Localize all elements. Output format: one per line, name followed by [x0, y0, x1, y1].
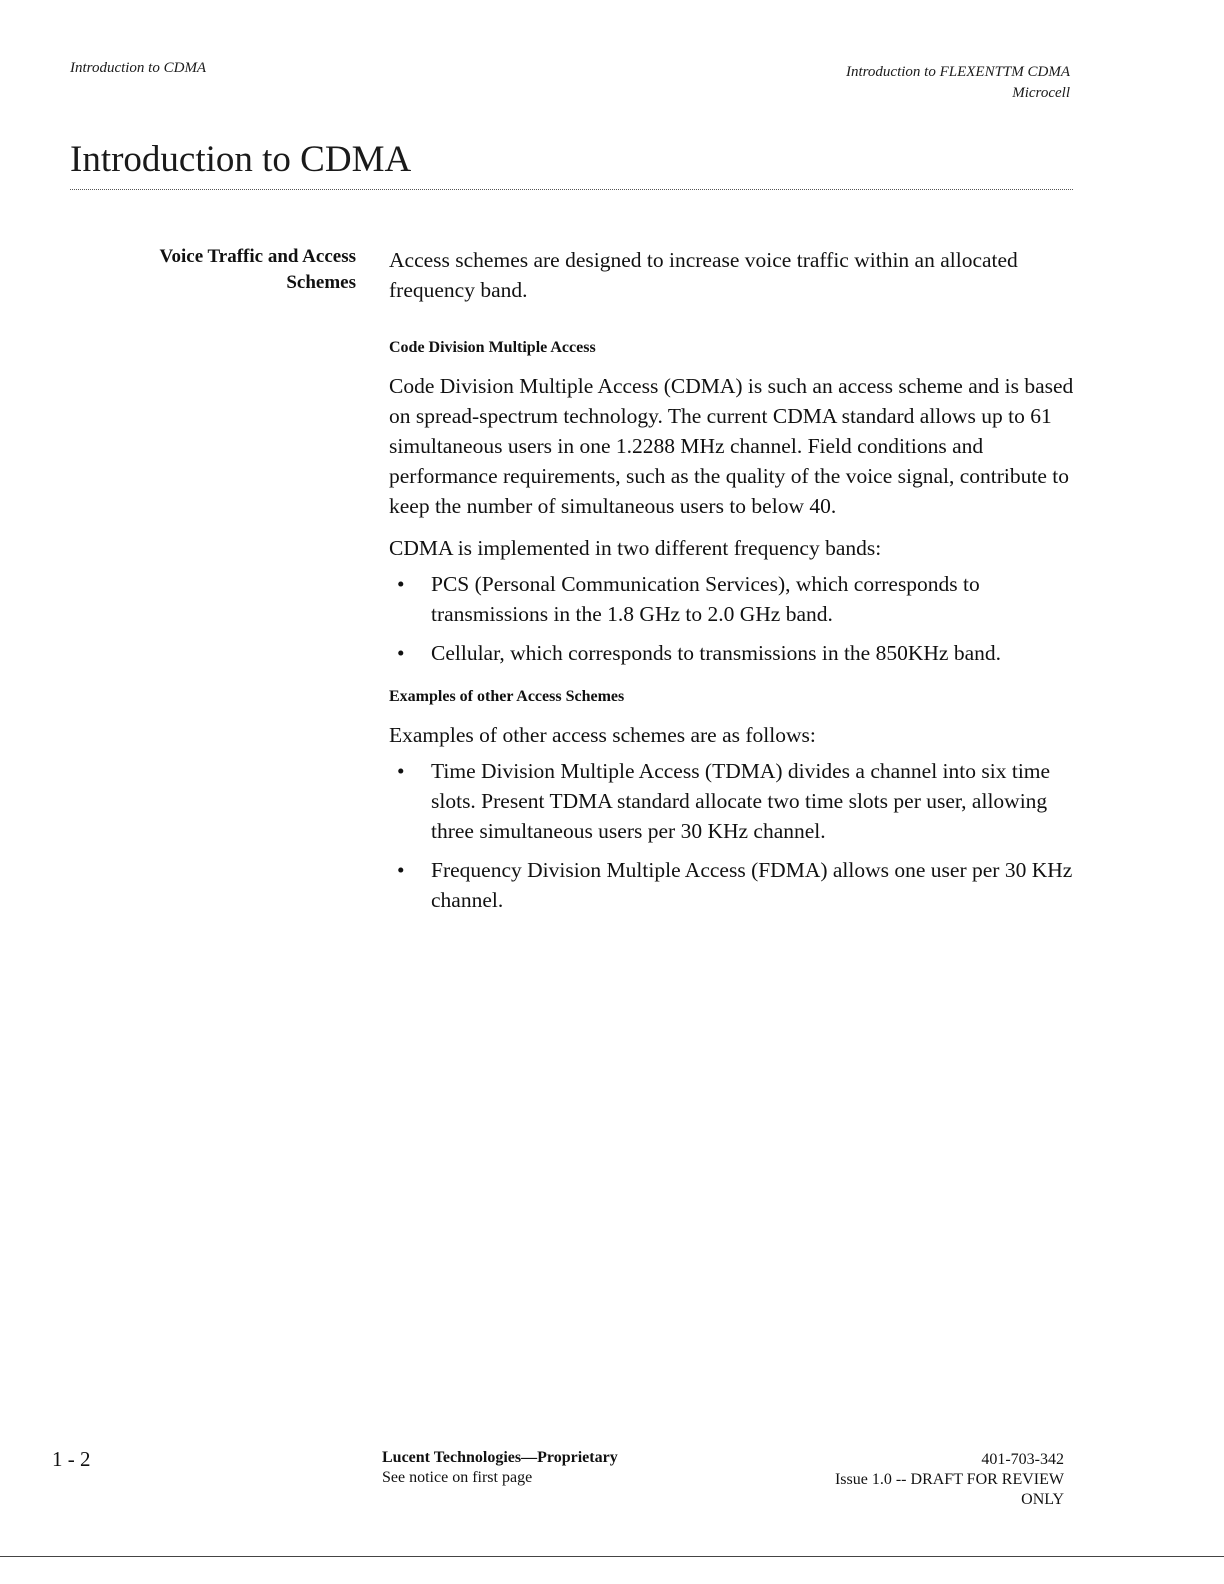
- list-item: [389, 756, 1089, 846]
- title-divider: [70, 189, 1073, 190]
- side-heading-line2: Schemes: [286, 272, 356, 293]
- bullet-icon: •: [397, 858, 405, 882]
- list-item-text: Frequency Division Multiple Access (FDMA) allows one user per 30 KHz channel.: [431, 858, 1073, 912]
- cdma-paragraph: Code Division Multiple Access (CDMA) is such an access scheme and is based on spread-spectrum technology. The current CDMA standard allows up to 61 simultaneous users in one 1.2288 MHz channel. Field conditions and performance requirements, such as the quality of the voice signal, contribute to keep the number of simultaneous users to below 40.: [389, 374, 1074, 518]
- band-list: [389, 569, 1089, 668]
- page-number: 1 - 2: [52, 1447, 91, 1471]
- examples-lead: Examples of other access schemes are as follows:: [389, 723, 816, 747]
- footer-document-info: [644, 1450, 1064, 1510]
- side-heading-line1: Voice Traffic and Access: [159, 246, 356, 267]
- body-column: [389, 245, 1089, 924]
- bands-lead: CDMA is implemented in two different frequency bands:: [389, 536, 882, 560]
- footer-see-notice: See notice on first page: [382, 1469, 533, 1486]
- list-item: [389, 855, 1089, 915]
- footer-proprietary: Lucent Technologies—Proprietary: [382, 1449, 618, 1466]
- section-heading-cdma: Code Division Multiple Access: [389, 339, 596, 356]
- bullet-icon: •: [397, 572, 405, 596]
- bullet-icon: •: [397, 641, 405, 665]
- footer-doc-number: 401-703-342: [981, 1451, 1064, 1468]
- list-item: [389, 638, 1089, 668]
- page-title: Introduction to CDMA: [70, 139, 412, 180]
- side-heading: [100, 244, 356, 296]
- footer-notice: [382, 1448, 618, 1488]
- footer-divider: [0, 1556, 1224, 1557]
- examples-list: [389, 756, 1089, 915]
- bullet-icon: •: [397, 759, 405, 783]
- section-heading-other-schemes: Examples of other Access Schemes: [389, 688, 625, 705]
- running-header-right-line2: Microcell: [1012, 85, 1070, 101]
- running-header-right: [650, 62, 1070, 104]
- intro-paragraph: Access schemes are designed to increase voice traffic within an allocated frequency band.: [389, 248, 1018, 302]
- running-header-left: Introduction to CDMA: [70, 60, 207, 76]
- footer-issue: Issue 1.0 -- DRAFT FOR REVIEW: [834, 1471, 1064, 1488]
- list-item-text: PCS (Personal Communication Services), which corresponds to transmissions in the 1.8 GHz to 2.0 GHz band.: [431, 572, 980, 626]
- footer-issue-cont: ONLY: [1021, 1491, 1064, 1508]
- running-header-right-line1: Introduction to FLEXENTTM CDMA: [845, 64, 1070, 80]
- list-item-text: Cellular, which corresponds to transmissions in the 850KHz band.: [431, 641, 1001, 665]
- list-item: [389, 569, 1089, 629]
- list-item-text: Time Division Multiple Access (TDMA) divides a channel into six time slots. Present TDMA standard allocate two time slots per user, allowing three simultaneous users per 30 KHz channel.: [431, 759, 1051, 843]
